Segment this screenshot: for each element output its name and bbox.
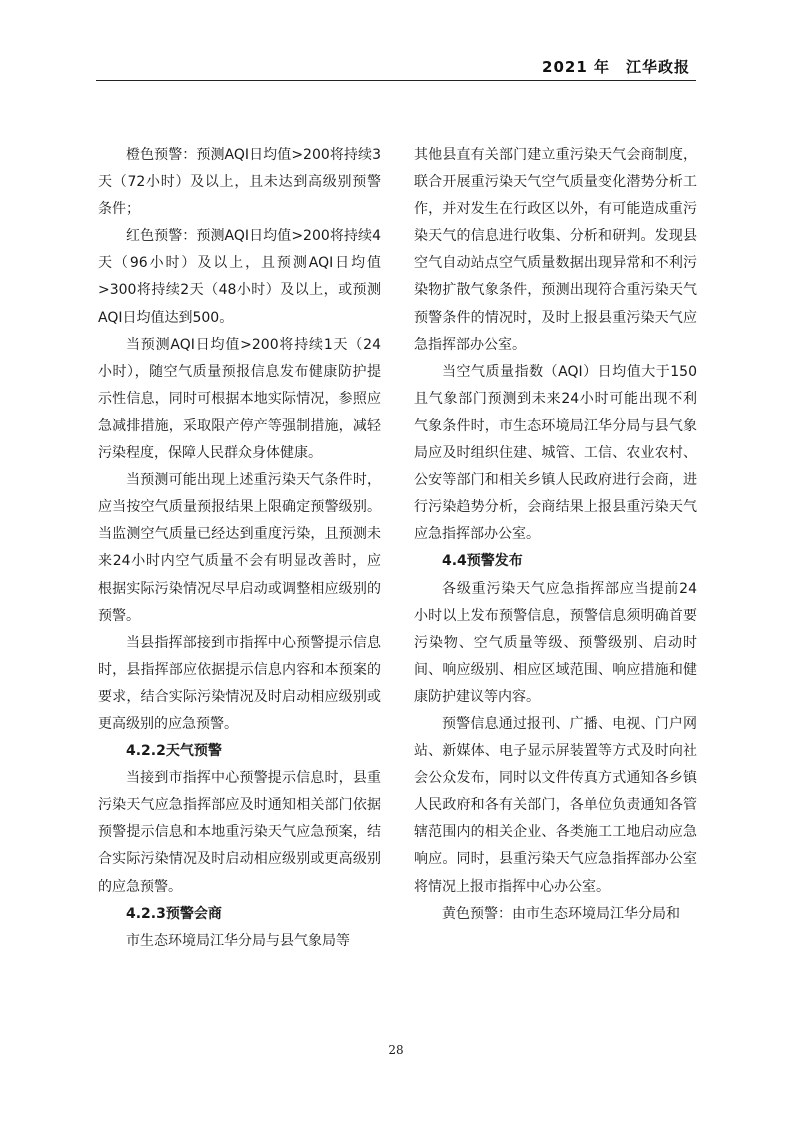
page-header bbox=[96, 50, 696, 81]
section-heading: 4.4预警发布 bbox=[442, 553, 523, 570]
paragraph: 红色预警：预测AQI日均值>200将持续4天（96小时）及以上，且预测AQI日均值>300将持续2天（48小时）及以上，或预测AQI日均值达到500。 bbox=[98, 228, 381, 326]
page-number: 28 bbox=[388, 1043, 404, 1057]
right-column bbox=[414, 142, 697, 928]
paragraph: 当接到市指挥中心预警提示信息时，县重污染天气应急指挥部应及时通知相关部门依据预警提示信息和本地重污染天气应急预案，结合实际污染情况及时启动相应级别或更高级别的应急预警。 bbox=[98, 770, 381, 895]
paragraph: 黄色预警：由市生态环境局江华分局和 bbox=[442, 905, 680, 922]
paragraph: 预警信息通过报刊、广播、电视、门户网站、新媒体、电子显示屏装置等方式及时向社会公众发布，同时以文件传真方式通知各乡镇人民政府和各有关部门，各单位负责通知各管辖范围内的相关企业、各类施工工地启动应急响应。同时，县重污染天气应急指挥部办公室将情况上报市指挥中心办公室。 bbox=[414, 715, 697, 895]
paragraph: 当预测AQI日均值>200将持续1天（24小时），随空气质量预报信息发布健康防护提示性信息，同时可根据本地实际情况，参照应急减排措施，采取限产停产等强制措施，减轻污染程度，保障人民群众身体健康。 bbox=[98, 336, 381, 462]
paragraph: 当空气质量指数（AQI）日均值大于150且气象部门预测到未来24小时可能出现不利气象条件时，市生态环境局江华分局与县气象局应及时组织住建、城管、工信、农业农村、公安等部门和相关乡镇人民政府进行会商，进行污染趋势分析，会商结果上报县重污染天气应急指挥部办公室。 bbox=[414, 363, 697, 543]
left-column bbox=[98, 142, 381, 955]
paragraph: 当预测可能出现上述重污染天气条件时，应当按空气质量预报结果上限确定预警级别。当监测空气质量已经达到重度污染，且预测未来24小时内空气质量不会有明显改善时，应根据实际污染情况尽早启动或调整相应级别的预警。 bbox=[98, 472, 381, 624]
paragraph: 市生态环境局江华分局与县气象局等 bbox=[126, 932, 350, 949]
paragraph: 橙色预警：预测AQI日均值>200将持续3天（72小时）及以上，且未达到高级别预警条件； bbox=[98, 147, 381, 218]
paragraph: 各级重污染天气应急指挥部应当提前24小时以上发布预警信息，预警信息须明确首要污染物、空气质量等级、预警级别、启动时间、响应级别、相应区域范围、响应措施和健康防护建议等内容。 bbox=[414, 580, 697, 705]
section-heading: 4.2.2天气预警 bbox=[126, 743, 222, 760]
paragraph-continued: 其他县直有关部门建立重污染天气会商制度，联合开展重污染天气空气质量变化潜势分析工作，并对发生在行政区以外，有可能造成重污染天气的信息进行收集、分析和研判。发现县空气自动站点空气质量数据出现异常和不利污染物扩散气象条件，预测出现符合重污染天气预警条件的情况时，及时上报县重污染天气应急指挥部办公室。 bbox=[414, 147, 697, 353]
paragraph: 当县指挥部接到市指挥中心预警提示信息时，县指挥部应依据提示信息内容和本预案的要求，结合实际污染情况及时启动相应级别或更高级别的应急预警。 bbox=[98, 634, 381, 732]
header-title: 2021 年 江华政报 bbox=[542, 58, 690, 76]
section-heading: 4.2.3预警会商 bbox=[126, 905, 222, 922]
